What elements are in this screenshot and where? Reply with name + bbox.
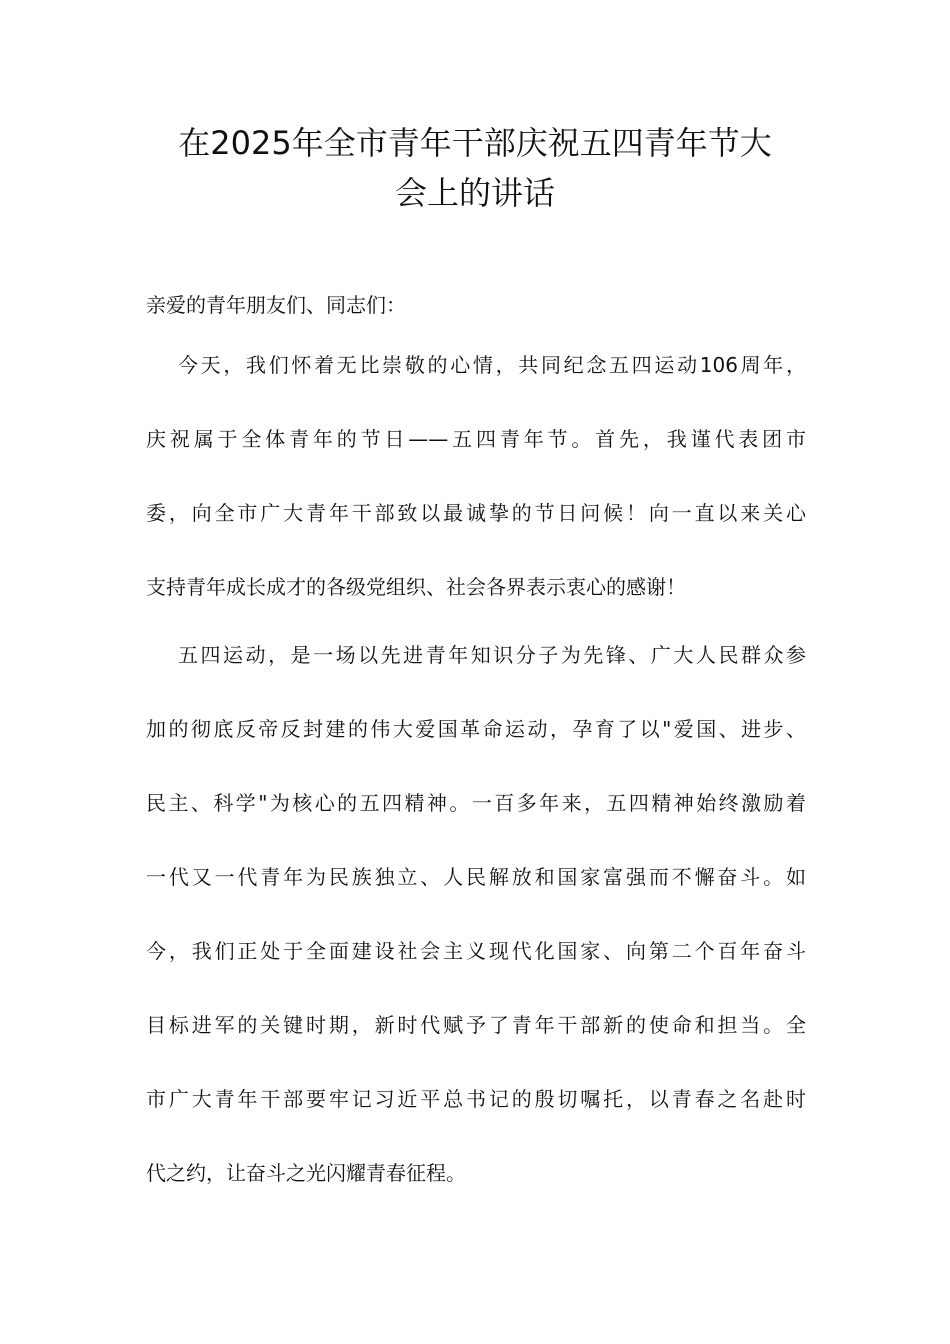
paragraph-line: 今天，我们怀着无比崇敬的心情，共同纪念五四运动106周年， (178, 353, 806, 377)
paragraph-line: 加的彻底反帝反封建的伟大爱国革命运动，孕育了以"爱国、进步、 (146, 717, 806, 741)
paragraph-2 (146, 618, 806, 1210)
paragraph-line: 委，向全市广大青年干部致以最诚挚的节日问候！向一直以来关心 (146, 501, 806, 525)
paragraph-1 (146, 328, 806, 624)
paragraph-line: 目标进军的关键时期，新时代赋予了青年干部新的使命和担当。全 (146, 1013, 806, 1037)
paragraph-line: 庆祝属于全体青年的节日——五四青年节。首先，我谨代表团市 (146, 427, 806, 451)
document-title-line-1: 在2025年全市青年干部庆祝五四青年节大 (178, 124, 772, 162)
paragraph-line: 民主、科学"为核心的五四精神。一百多年来，五四精神始终激励着 (146, 791, 806, 815)
salutation: 亲爱的青年朋友们、同志们： (146, 293, 406, 317)
paragraph-line: 五四运动，是一场以先进青年知识分子为先锋、广大人民群众参 (178, 643, 806, 667)
paragraph-line: 一代又一代青年为民族独立、人民解放和国家富强而不懈奋斗。如 (146, 865, 806, 889)
paragraph-line: 今，我们正处于全面建设社会主义现代化国家、向第二个百年奋斗 (146, 939, 806, 963)
paragraph-line: 支持青年成长成才的各级党组织、社会各界表示衷心的感谢！ (146, 575, 686, 599)
document-title-line-2: 会上的讲话 (394, 174, 555, 212)
paragraph-line: 代之约，让奋斗之光闪耀青春征程。 (146, 1161, 466, 1185)
paragraph-line: 市广大青年干部要牢记习近平总书记的殷切嘱托，以青春之名赴时 (146, 1087, 806, 1111)
